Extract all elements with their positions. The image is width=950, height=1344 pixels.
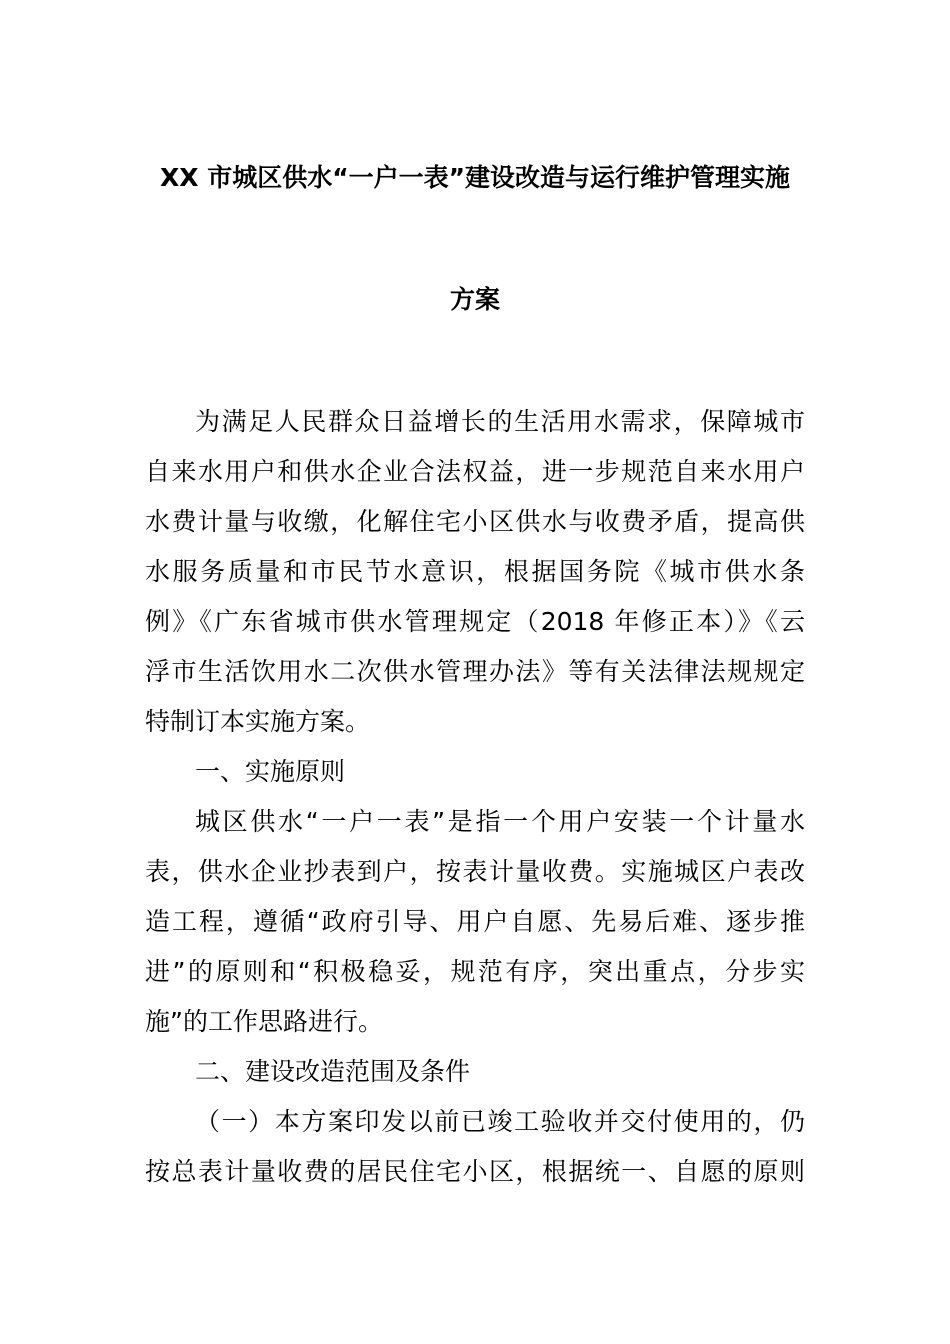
document-body [145,397,805,1197]
paragraph-intro-line-3: 水费计量与收缴，化解住宅小区供水与收费矛盾，提高供 [145,507,805,536]
paragraph-scope-line-2: 按总表计量收费的居民住宅小区，根据统一、自愿的原则 [145,1157,805,1186]
section-heading-principles: 一、实施原则 [195,757,346,786]
document-title-line-1: XX 市城区供水“一户一表”建设改造与运行维护管理实施 [159,163,791,192]
paragraph-intro-line-7: 特制订本实施方案。 [145,707,371,736]
section-heading-scope: 二、建设改造范围及条件 [195,1057,471,1086]
paragraph-principles-line-3: 造工程，遵循“政府引导、用户自愿、先易后难、逐步推 [145,907,805,936]
paragraph-principles-line-1: 城区供水“一户一表”是指一个用户安装一个计量水 [195,807,805,836]
paragraph-intro-line-2: 自来水用户和供水企业合法权益，进一步规范自来水用户 [145,457,805,486]
document-title-line-2: 方案 [449,285,500,314]
paragraph-intro-line-6: 浮市生活饮用水二次供水管理办法》等有关法律法规规定 [145,657,805,686]
paragraph-principles-line-4: 进”的原则和“积极稳妥，规范有序，突出重点，分步实 [145,957,805,986]
paragraph-principles-line-5: 施”的工作思路进行。 [145,1007,383,1036]
paragraph-intro-line-5: 例》《广东省城市供水管理规定（2018 年修正本）》《云 [145,607,805,636]
paragraph-scope-line-1: （一）本方案印发以前已竣工验收并交付使用的，仍 [195,1107,805,1136]
paragraph-principles-line-2: 表，供水企业抄表到户，按表计量收费。实施城区户表改 [145,857,805,886]
paragraph-intro-line-1: 为满足人民群众日益增长的生活用水需求，保障城市 [195,407,805,436]
paragraph-intro-line-4: 水服务质量和市民节水意识，根据国务院《城市供水条 [145,557,805,586]
